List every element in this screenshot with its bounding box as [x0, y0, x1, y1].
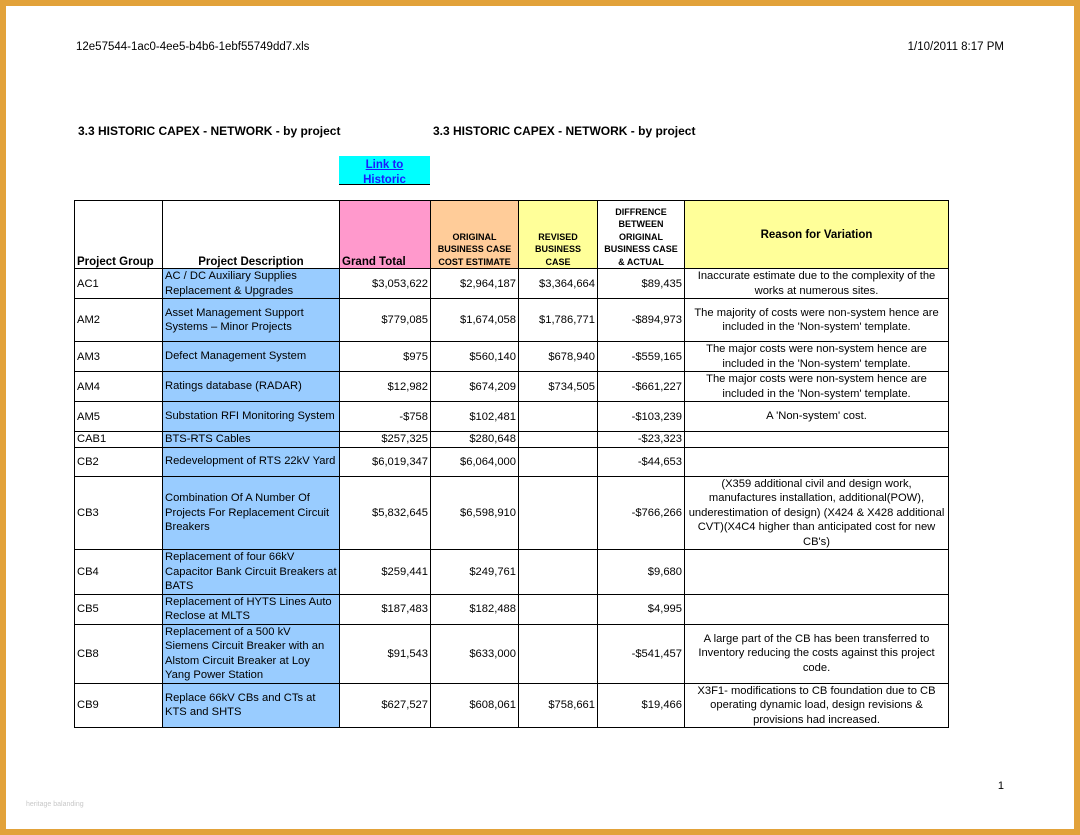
- cell-group: CB4: [75, 550, 163, 595]
- cell-grand-total: $779,085: [340, 299, 431, 342]
- cell-revised: [519, 476, 598, 550]
- cell-difference: -$894,973: [598, 299, 685, 342]
- col-header-difference-2: BETWEEN: [618, 219, 664, 229]
- cell-original: $182,488: [431, 594, 519, 624]
- cell-original: $674,209: [431, 372, 519, 402]
- cell-reason: (X359 additional civil and design work, manufactures installation, additional(POW), underestimation of design) (X424 & X428 additional CVT)(X4C4 higher than anticipated cost for new CB's): [685, 476, 949, 550]
- cell-group: CB2: [75, 447, 163, 476]
- cell-grand-total: $187,483: [340, 594, 431, 624]
- cell-original: $560,140: [431, 342, 519, 372]
- cell-group: AC1: [75, 269, 163, 299]
- col-header-original: [431, 201, 519, 269]
- link-line-2: Historic: [363, 174, 406, 185]
- col-header-group: Project Group: [75, 201, 163, 269]
- cell-original: $633,000: [431, 624, 519, 683]
- cell-revised: $678,940: [519, 342, 598, 372]
- col-header-original-1: ORIGINAL: [452, 231, 497, 242]
- cell-difference: -$766,266: [598, 476, 685, 550]
- cell-original: $1,674,058: [431, 299, 519, 342]
- table-row: [75, 594, 949, 624]
- cell-group: AM4: [75, 372, 163, 402]
- cell-original: $608,061: [431, 683, 519, 728]
- cell-original: $102,481: [431, 402, 519, 432]
- col-header-grand-total: Grand Total: [340, 201, 431, 269]
- cell-revised: [519, 432, 598, 448]
- cell-revised: $3,364,664: [519, 269, 598, 299]
- col-header-difference-1: DIFFRENCE: [615, 206, 667, 217]
- table-row: [75, 624, 949, 683]
- col-header-difference-5: & ACTUAL: [618, 256, 664, 267]
- col-header-difference-3: ORIGINAL: [619, 231, 663, 242]
- cell-difference: -$44,653: [598, 447, 685, 476]
- cell-difference: $89,435: [598, 269, 685, 299]
- table-row: [75, 447, 949, 476]
- cell-difference: -$661,227: [598, 372, 685, 402]
- cell-revised: $1,786,771: [519, 299, 598, 342]
- cell-grand-total: $257,325: [340, 432, 431, 448]
- cell-reason: The major costs were non-system hence are included in the 'Non-system' template.: [685, 372, 949, 402]
- cell-difference: -$559,165: [598, 342, 685, 372]
- cell-original: $249,761: [431, 550, 519, 595]
- col-header-revised-2: BUSINESS: [534, 244, 581, 254]
- cell-reason: [685, 594, 949, 624]
- cell-reason: Inaccurate estimate due to the complexity of the works at numerous sites.: [685, 269, 949, 299]
- cell-original: $2,964,187: [431, 269, 519, 299]
- cell-revised: $758,661: [519, 683, 598, 728]
- cell-reason: The majority of costs were non-system hence are included in the 'Non-system' template.: [685, 299, 949, 342]
- file-name: 12e57544-1ac0-4ee5-b4b6-1ebf55749dd7.xls: [76, 41, 310, 53]
- cell-revised: [519, 594, 598, 624]
- cell-grand-total: $6,019,347: [340, 447, 431, 476]
- cell-group: CB8: [75, 624, 163, 683]
- table-row: [75, 550, 949, 595]
- cell-description: Ratings database (RADAR): [163, 372, 340, 402]
- col-header-reason: Reason for Variation: [685, 201, 949, 269]
- cell-grand-total: $3,053,622: [340, 269, 431, 299]
- page-number: 1: [997, 780, 1004, 792]
- cell-description: Defect Management System: [163, 342, 340, 372]
- table-row: [75, 269, 949, 299]
- cell-group: AM3: [75, 342, 163, 372]
- table-row: [75, 299, 949, 342]
- cell-original: $6,598,910: [431, 476, 519, 550]
- print-date: 1/10/2011 8:17 PM: [907, 41, 1004, 53]
- cell-reason: A 'Non-system' cost.: [685, 402, 949, 432]
- cell-original: $6,064,000: [431, 447, 519, 476]
- cell-reason: [685, 447, 949, 476]
- cell-description: Substation RFI Monitoring System: [163, 402, 340, 432]
- cell-group: CB3: [75, 476, 163, 550]
- cell-revised: $734,505: [519, 372, 598, 402]
- col-header-original-3: COST ESTIMATE: [438, 256, 511, 267]
- cell-group: AM2: [75, 299, 163, 342]
- cell-difference: -$23,323: [598, 432, 685, 448]
- table-row: [75, 476, 949, 550]
- table-row: [75, 402, 949, 432]
- cell-grand-total: $975: [340, 342, 431, 372]
- cell-description: Combination Of A Number Of Projects For Replacement Circuit Breakers: [163, 476, 340, 550]
- cell-revised: [519, 550, 598, 595]
- capex-table: [74, 200, 949, 728]
- cell-reason: [685, 432, 949, 448]
- cell-reason: [685, 550, 949, 595]
- cell-reason: X3F1- modifications to CB foundation due to CB operating dynamic load, design revisions & provisions had increased.: [685, 683, 949, 728]
- cell-reason: The major costs were non-system hence are included in the 'Non-system' template.: [685, 342, 949, 372]
- cell-difference: $4,995: [598, 594, 685, 624]
- cell-description: Asset Management Support Systems – Minor Projects: [163, 299, 340, 342]
- cell-difference: -$541,457: [598, 624, 685, 683]
- table-row: [75, 432, 949, 448]
- cell-grand-total: $259,441: [340, 550, 431, 595]
- col-header-description: Project Description: [163, 201, 340, 269]
- cell-group: AM5: [75, 402, 163, 432]
- table-row: [75, 372, 949, 402]
- col-header-revised-1: REVISED: [538, 231, 578, 242]
- cell-revised: [519, 624, 598, 683]
- cell-group: CAB1: [75, 432, 163, 448]
- cell-difference: $19,466: [598, 683, 685, 728]
- cell-original: $280,648: [431, 432, 519, 448]
- sheet-title-left: 3.3 HISTORIC CAPEX - NETWORK - by project: [78, 124, 341, 138]
- cell-reason: A large part of the CB has been transferred to Inventory reducing the costs against this project code.: [685, 624, 949, 683]
- cell-revised: [519, 447, 598, 476]
- cell-difference: -$103,239: [598, 402, 685, 432]
- col-header-revised-3: CASE: [545, 256, 571, 267]
- watermark: heritage balanding: [26, 801, 84, 808]
- table-row: [75, 342, 949, 372]
- header-row: [75, 201, 949, 269]
- sheet-title-right: 3.3 HISTORIC CAPEX - NETWORK - by project: [433, 124, 696, 138]
- cell-grand-total: $91,543: [340, 624, 431, 683]
- cell-description: BTS-RTS Cables: [163, 432, 340, 448]
- cell-description: Redevelopment of RTS 22kV Yard: [163, 447, 340, 476]
- cell-grand-total: $5,832,645: [340, 476, 431, 550]
- cell-description: Replacement of four 66kV Capacitor Bank Circuit Breakers at BATS: [163, 550, 340, 595]
- cell-difference: $9,680: [598, 550, 685, 595]
- col-header-difference-4: BUSINESS CASE: [604, 244, 678, 254]
- cell-grand-total: -$758: [340, 402, 431, 432]
- cell-grand-total: $627,527: [340, 683, 431, 728]
- cell-description: Replacement of HYTS Lines Auto Reclose at MLTS: [163, 594, 340, 624]
- cell-group: CB9: [75, 683, 163, 728]
- cell-revised: [519, 402, 598, 432]
- col-header-revised: [519, 201, 598, 269]
- link-line-1: Link to: [365, 159, 404, 171]
- cell-description: AC / DC Auxiliary Supplies Replacement & Upgrades: [163, 269, 340, 299]
- link-to-historic[interactable]: [339, 156, 430, 185]
- cell-description: Replace 66kV CBs and CTs at KTS and SHTS: [163, 683, 340, 728]
- cell-group: CB5: [75, 594, 163, 624]
- col-header-original-2: BUSINESS CASE: [437, 244, 512, 254]
- cell-description: Replacement of a 500 kV Siemens Circuit Breaker with an Alstom Circuit Breaker at Loy Yang Power Station: [163, 624, 340, 683]
- col-header-difference: [598, 201, 685, 269]
- cell-grand-total: $12,982: [340, 372, 431, 402]
- table-row: [75, 683, 949, 728]
